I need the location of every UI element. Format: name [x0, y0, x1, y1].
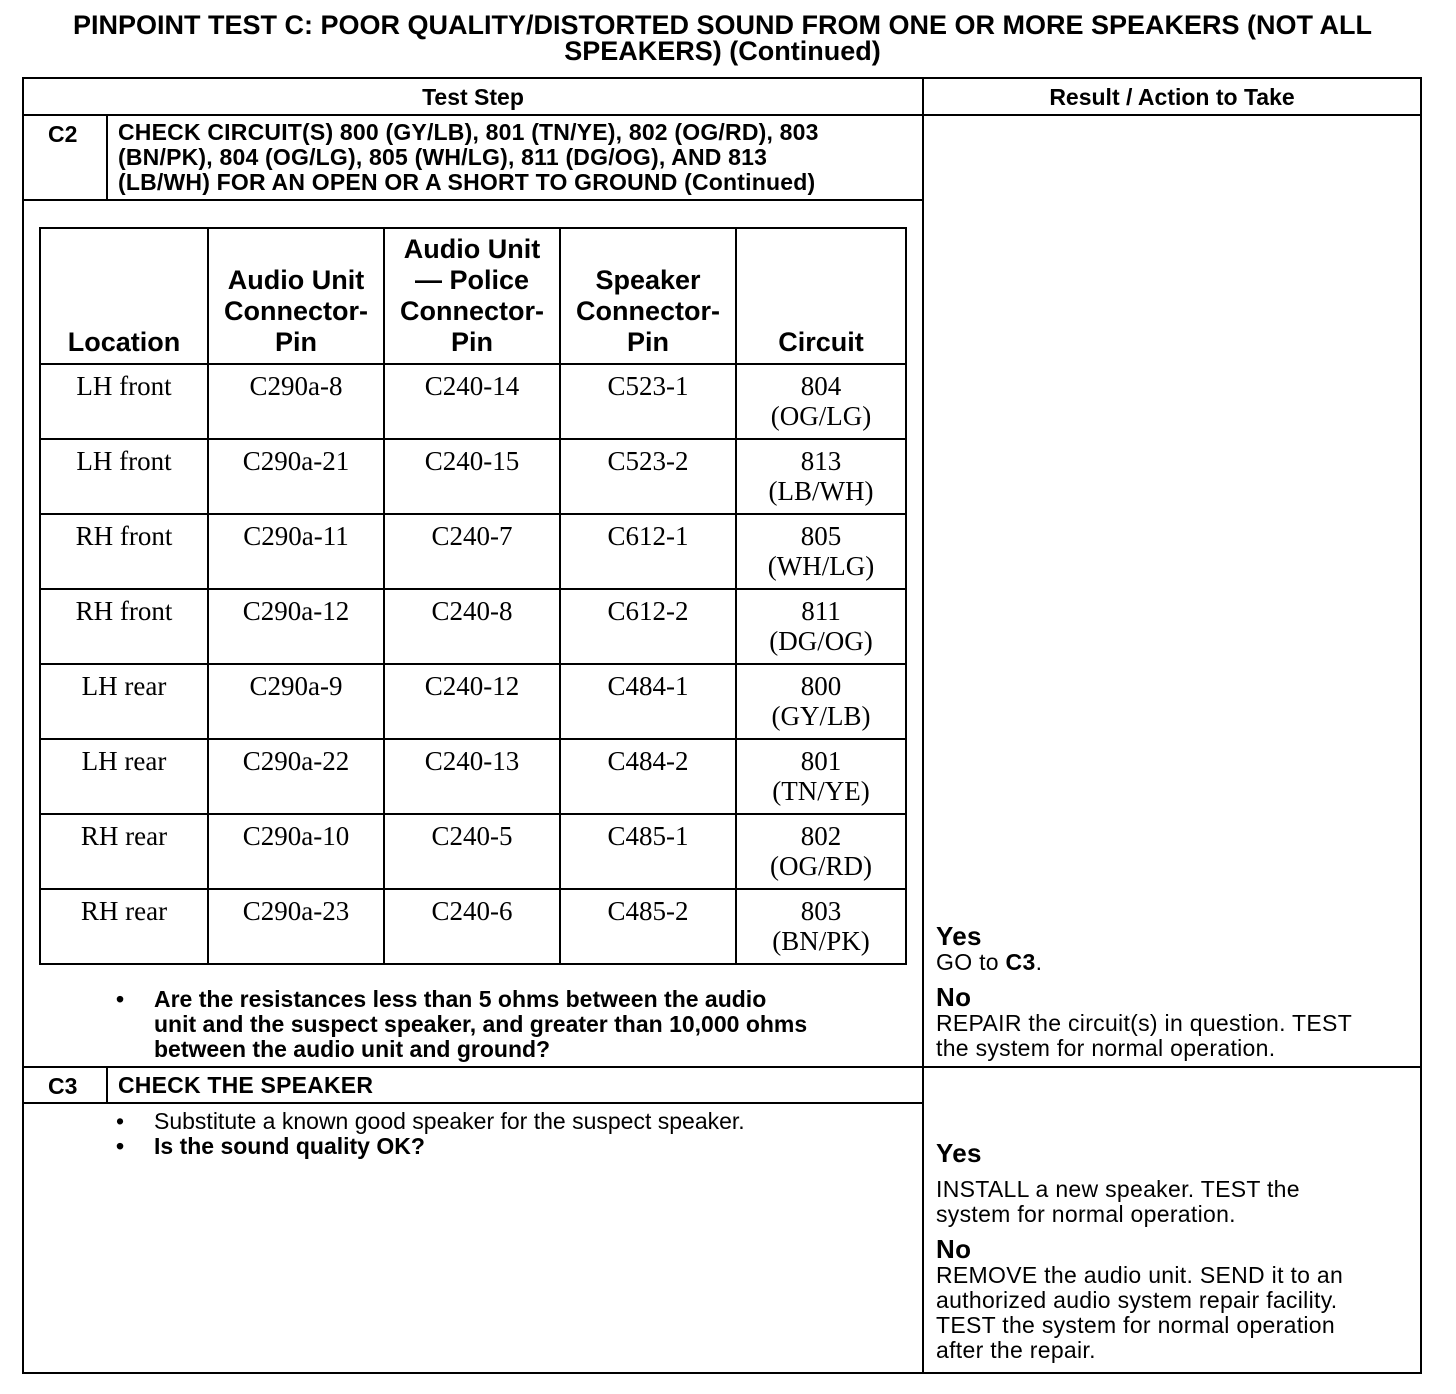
cell-speaker-pin: C612-2 — [560, 589, 736, 664]
table-row — [40, 439, 906, 514]
result-yes-label: Yes — [936, 921, 982, 951]
bullet-marker: • — [116, 986, 125, 1012]
cell-circuit: 803 (BN/PK) — [736, 889, 906, 964]
table-row — [40, 889, 906, 964]
cell-location: LH front — [40, 439, 208, 514]
result-yes-label: Yes — [936, 1138, 982, 1168]
step-divider — [24, 1066, 1420, 1068]
step-c3-result — [936, 1139, 1343, 1363]
cell-circuit: 802 (OG/RD) — [736, 814, 906, 889]
step-c2-result — [936, 922, 1352, 1061]
step-c3-title-divider — [24, 1102, 922, 1104]
result-yes-text: INSTALL a new speaker. TEST the system for normal operation. — [936, 1176, 1300, 1227]
speaker-circuit-table — [39, 227, 907, 965]
header-test-step: Test Step — [422, 84, 524, 110]
column-header-circuit: Circuit — [736, 228, 906, 364]
cell-circuit: 811 (DG/OG) — [736, 589, 906, 664]
result-no-label: No — [936, 982, 972, 1012]
table-row — [40, 739, 906, 814]
column-divider — [922, 79, 924, 1372]
pinpoint-test-table — [22, 77, 1422, 1374]
cell-audio-unit-pin: C290a-10 — [208, 814, 384, 889]
table-row — [40, 814, 906, 889]
cell-speaker-pin: C523-2 — [560, 439, 736, 514]
list-item: • Are the resistances less than 5 ohms between the audio unit and the suspect speaker, and greater than 10,000 ohms between the audio unit and ground? — [116, 986, 808, 1062]
bullet-marker: • — [116, 1133, 125, 1159]
step-c2-title-divider — [24, 199, 922, 201]
title-line-1: PINPOINT TEST C: POOR QUALITY/DISTORTED SOUND FROM ONE OR MORE SPEAKERS (NOT ALL — [72, 10, 1373, 40]
column-header-location: Location — [40, 228, 208, 364]
result-no-label: No — [936, 1234, 972, 1264]
step-c3-bullets — [116, 1109, 745, 1159]
step-number-c3: C3 — [48, 1073, 78, 1099]
list-item: • Substitute a known good speaker for the suspect speaker. — [116, 1108, 745, 1134]
column-header-police-pin: Audio Unit — Police Connector- Pin — [384, 228, 560, 364]
title-line-2: SPEAKERS) (Continued) — [564, 36, 881, 66]
cell-police-pin: C240-14 — [384, 364, 560, 439]
step-title-c2 — [118, 120, 819, 195]
column-header-speaker-pin: Speaker Connector- Pin — [560, 228, 736, 364]
cell-audio-unit-pin: C290a-12 — [208, 589, 384, 664]
cell-location: RH rear — [40, 889, 208, 964]
cell-audio-unit-pin: C290a-22 — [208, 739, 384, 814]
result-yes-text: GO to C3. — [936, 949, 1043, 975]
step-c2-question — [116, 987, 807, 1062]
cell-police-pin: C240-6 — [384, 889, 560, 964]
cell-location: LH rear — [40, 739, 208, 814]
step-title-c3: CHECK THE SPEAKER — [118, 1072, 374, 1098]
cell-circuit: 804 (OG/LG) — [736, 364, 906, 439]
link-c3[interactable]: C3 — [1005, 949, 1036, 975]
step-c3-number-divider — [106, 1068, 108, 1103]
page-title — [20, 12, 1425, 64]
result-no-text: REMOVE the audio unit. SEND it to an authorized audio system repair facility. TEST the system for normal operation after the repair. — [936, 1262, 1344, 1363]
cell-speaker-pin: C485-1 — [560, 814, 736, 889]
bullet-marker: • — [116, 1108, 125, 1134]
cell-police-pin: C240-5 — [384, 814, 560, 889]
table-row — [40, 589, 906, 664]
cell-police-pin: C240-13 — [384, 739, 560, 814]
result-no-text: REPAIR the circuit(s) in question. TEST the system for normal operation. — [936, 1010, 1353, 1061]
cell-speaker-pin: C484-1 — [560, 664, 736, 739]
cell-audio-unit-pin: C290a-23 — [208, 889, 384, 964]
cell-circuit: 801 (TN/YE) — [736, 739, 906, 814]
cell-circuit: 800 (GY/LB) — [736, 664, 906, 739]
column-header-audio-unit-pin: Audio Unit Connector- Pin — [208, 228, 384, 364]
cell-circuit: 805 (WH/LG) — [736, 514, 906, 589]
cell-police-pin: C240-15 — [384, 439, 560, 514]
cell-speaker-pin: C485-2 — [560, 889, 736, 964]
table-row — [40, 364, 906, 439]
list-item: • Is the sound quality OK? — [116, 1133, 425, 1159]
header-divider — [24, 114, 1420, 116]
table-header-row — [40, 228, 906, 364]
cell-police-pin: C240-7 — [384, 514, 560, 589]
step-title-c2-line: (BN/PK), 804 (OG/LG), 805 (WH/LG), 811 (DG/OG), AND 813 — [118, 144, 768, 170]
cell-location: LH rear — [40, 664, 208, 739]
step-number-c2: C2 — [48, 121, 78, 147]
table-row — [40, 664, 906, 739]
cell-speaker-pin: C612-1 — [560, 514, 736, 589]
cell-location: LH front — [40, 364, 208, 439]
cell-location: RH front — [40, 514, 208, 589]
cell-police-pin: C240-12 — [384, 664, 560, 739]
cell-speaker-pin: C484-2 — [560, 739, 736, 814]
cell-audio-unit-pin: C290a-11 — [208, 514, 384, 589]
cell-police-pin: C240-8 — [384, 589, 560, 664]
table-row — [40, 514, 906, 589]
cell-speaker-pin: C523-1 — [560, 364, 736, 439]
step-title-c2-line: CHECK CIRCUIT(S) 800 (GY/LB), 801 (TN/YE), 802 (OG/RD), 803 — [118, 119, 819, 145]
header-result-action: Result / Action to Take — [1049, 84, 1295, 110]
cell-location: RH front — [40, 589, 208, 664]
cell-audio-unit-pin: C290a-21 — [208, 439, 384, 514]
cell-circuit: 813 (LB/WH) — [736, 439, 906, 514]
cell-audio-unit-pin: C290a-8 — [208, 364, 384, 439]
step-c2-number-divider — [106, 116, 108, 200]
cell-location: RH rear — [40, 814, 208, 889]
cell-audio-unit-pin: C290a-9 — [208, 664, 384, 739]
step-title-c2-line: (LB/WH) FOR AN OPEN OR A SHORT TO GROUND (Continued) — [118, 169, 816, 195]
